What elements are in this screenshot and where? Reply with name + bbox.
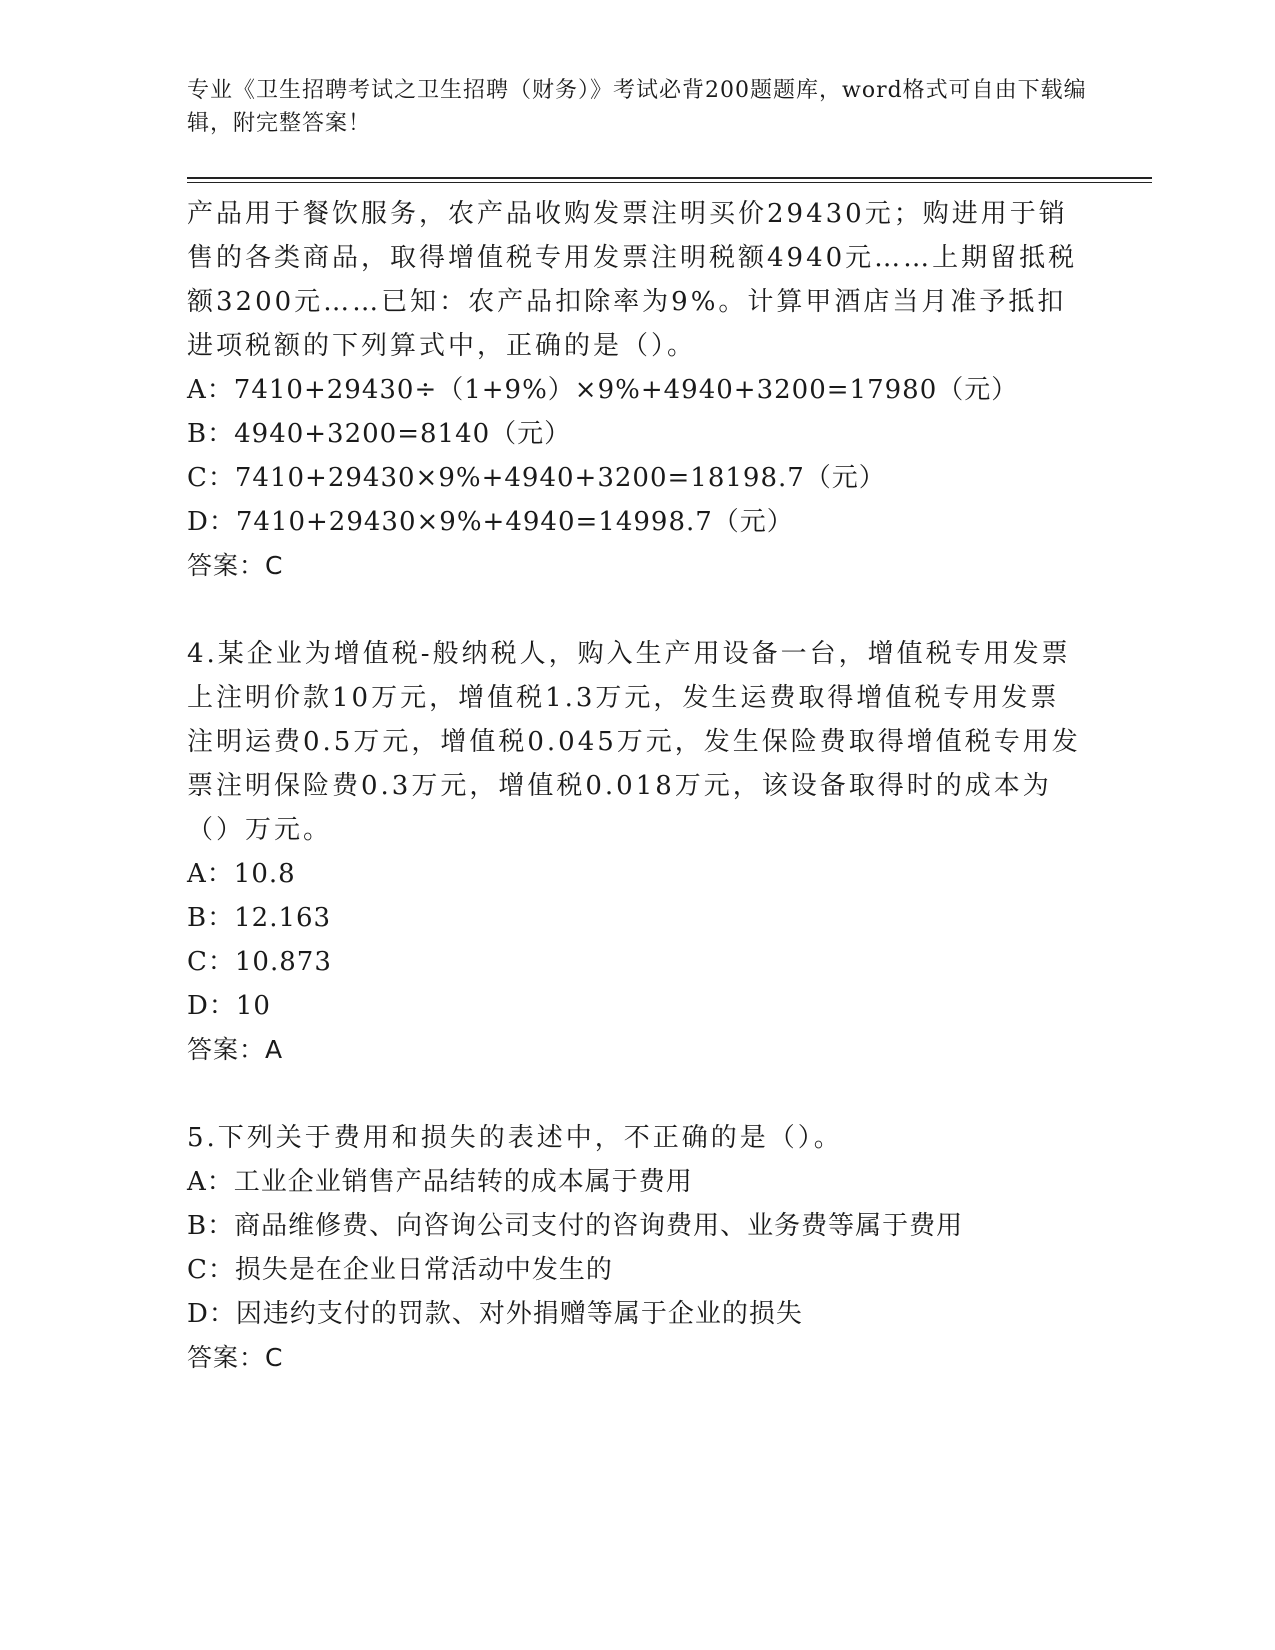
header-divider-thin	[187, 182, 1152, 183]
question-4	[187, 632, 1087, 1072]
question-stem: 4.某企业为增值税-般纳税人，购入生产用设备一台，增值税专用发票上注明价款10万元，增值税1.3万元，发生运费取得增值税专用发票注明运费0.5万元，增值税0.045万元，发生保险费取得增值税专用发票注明保险费0.3万元，增值税0.018万元，该设备取得时的成本为（）万元。	[187, 639, 1081, 845]
option-c: C：10.873	[187, 947, 332, 977]
spacer	[187, 588, 1087, 632]
question-5	[187, 1116, 1087, 1380]
document-header: 专业《卫生招聘考试之卫生招聘（财务）》考试必背200题题库，word格式可自由下载编辑，附完整答案！	[187, 78, 1087, 136]
option-b: B：4940+3200=8140（元）	[187, 419, 572, 449]
answer: 答案：C	[187, 551, 284, 580]
question-stem: 产品用于餐饮服务，农产品收购发票注明买价29430元；购进用于销售的各类商品，取得增值税专用发票注明税额4940元……上期留抵税额3200元……已知：农产品扣除率为9%。计算甲酒店当月准予抵扣进项税额的下列算式中，正确的是（）。	[187, 199, 1078, 361]
spacer	[187, 1072, 1087, 1116]
option-b: B：商品维修费、向咨询公司支付的咨询费用、业务费等属于费用	[187, 1211, 964, 1241]
option-a: A：10.8	[187, 859, 296, 889]
option-d: D：7410+29430×9%+4940=14998.7（元）	[187, 507, 794, 537]
option-c: C：7410+29430×9%+4940+3200=18198.7（元）	[187, 463, 886, 493]
option-c: C：损失是在企业日常活动中发生的	[187, 1255, 613, 1285]
option-d: D：10	[187, 991, 271, 1021]
option-a: A：工业企业销售产品结转的成本属于费用	[187, 1167, 693, 1197]
option-a: A：7410+29430÷（1+9%）×9%+4940+3200=17980（元）	[187, 375, 1019, 405]
answer: 答案：C	[187, 1343, 284, 1372]
question-stem: 5.下列关于费用和损失的表述中，不正确的是（）。	[187, 1123, 843, 1153]
question-3	[187, 192, 1087, 588]
option-d: D：因违约支付的罚款、对外捐赠等属于企业的损失	[187, 1299, 803, 1329]
answer: 答案：A	[187, 1035, 284, 1064]
option-b: B：12.163	[187, 903, 332, 933]
document-content	[187, 192, 1087, 1380]
header-divider-thick	[187, 177, 1152, 179]
